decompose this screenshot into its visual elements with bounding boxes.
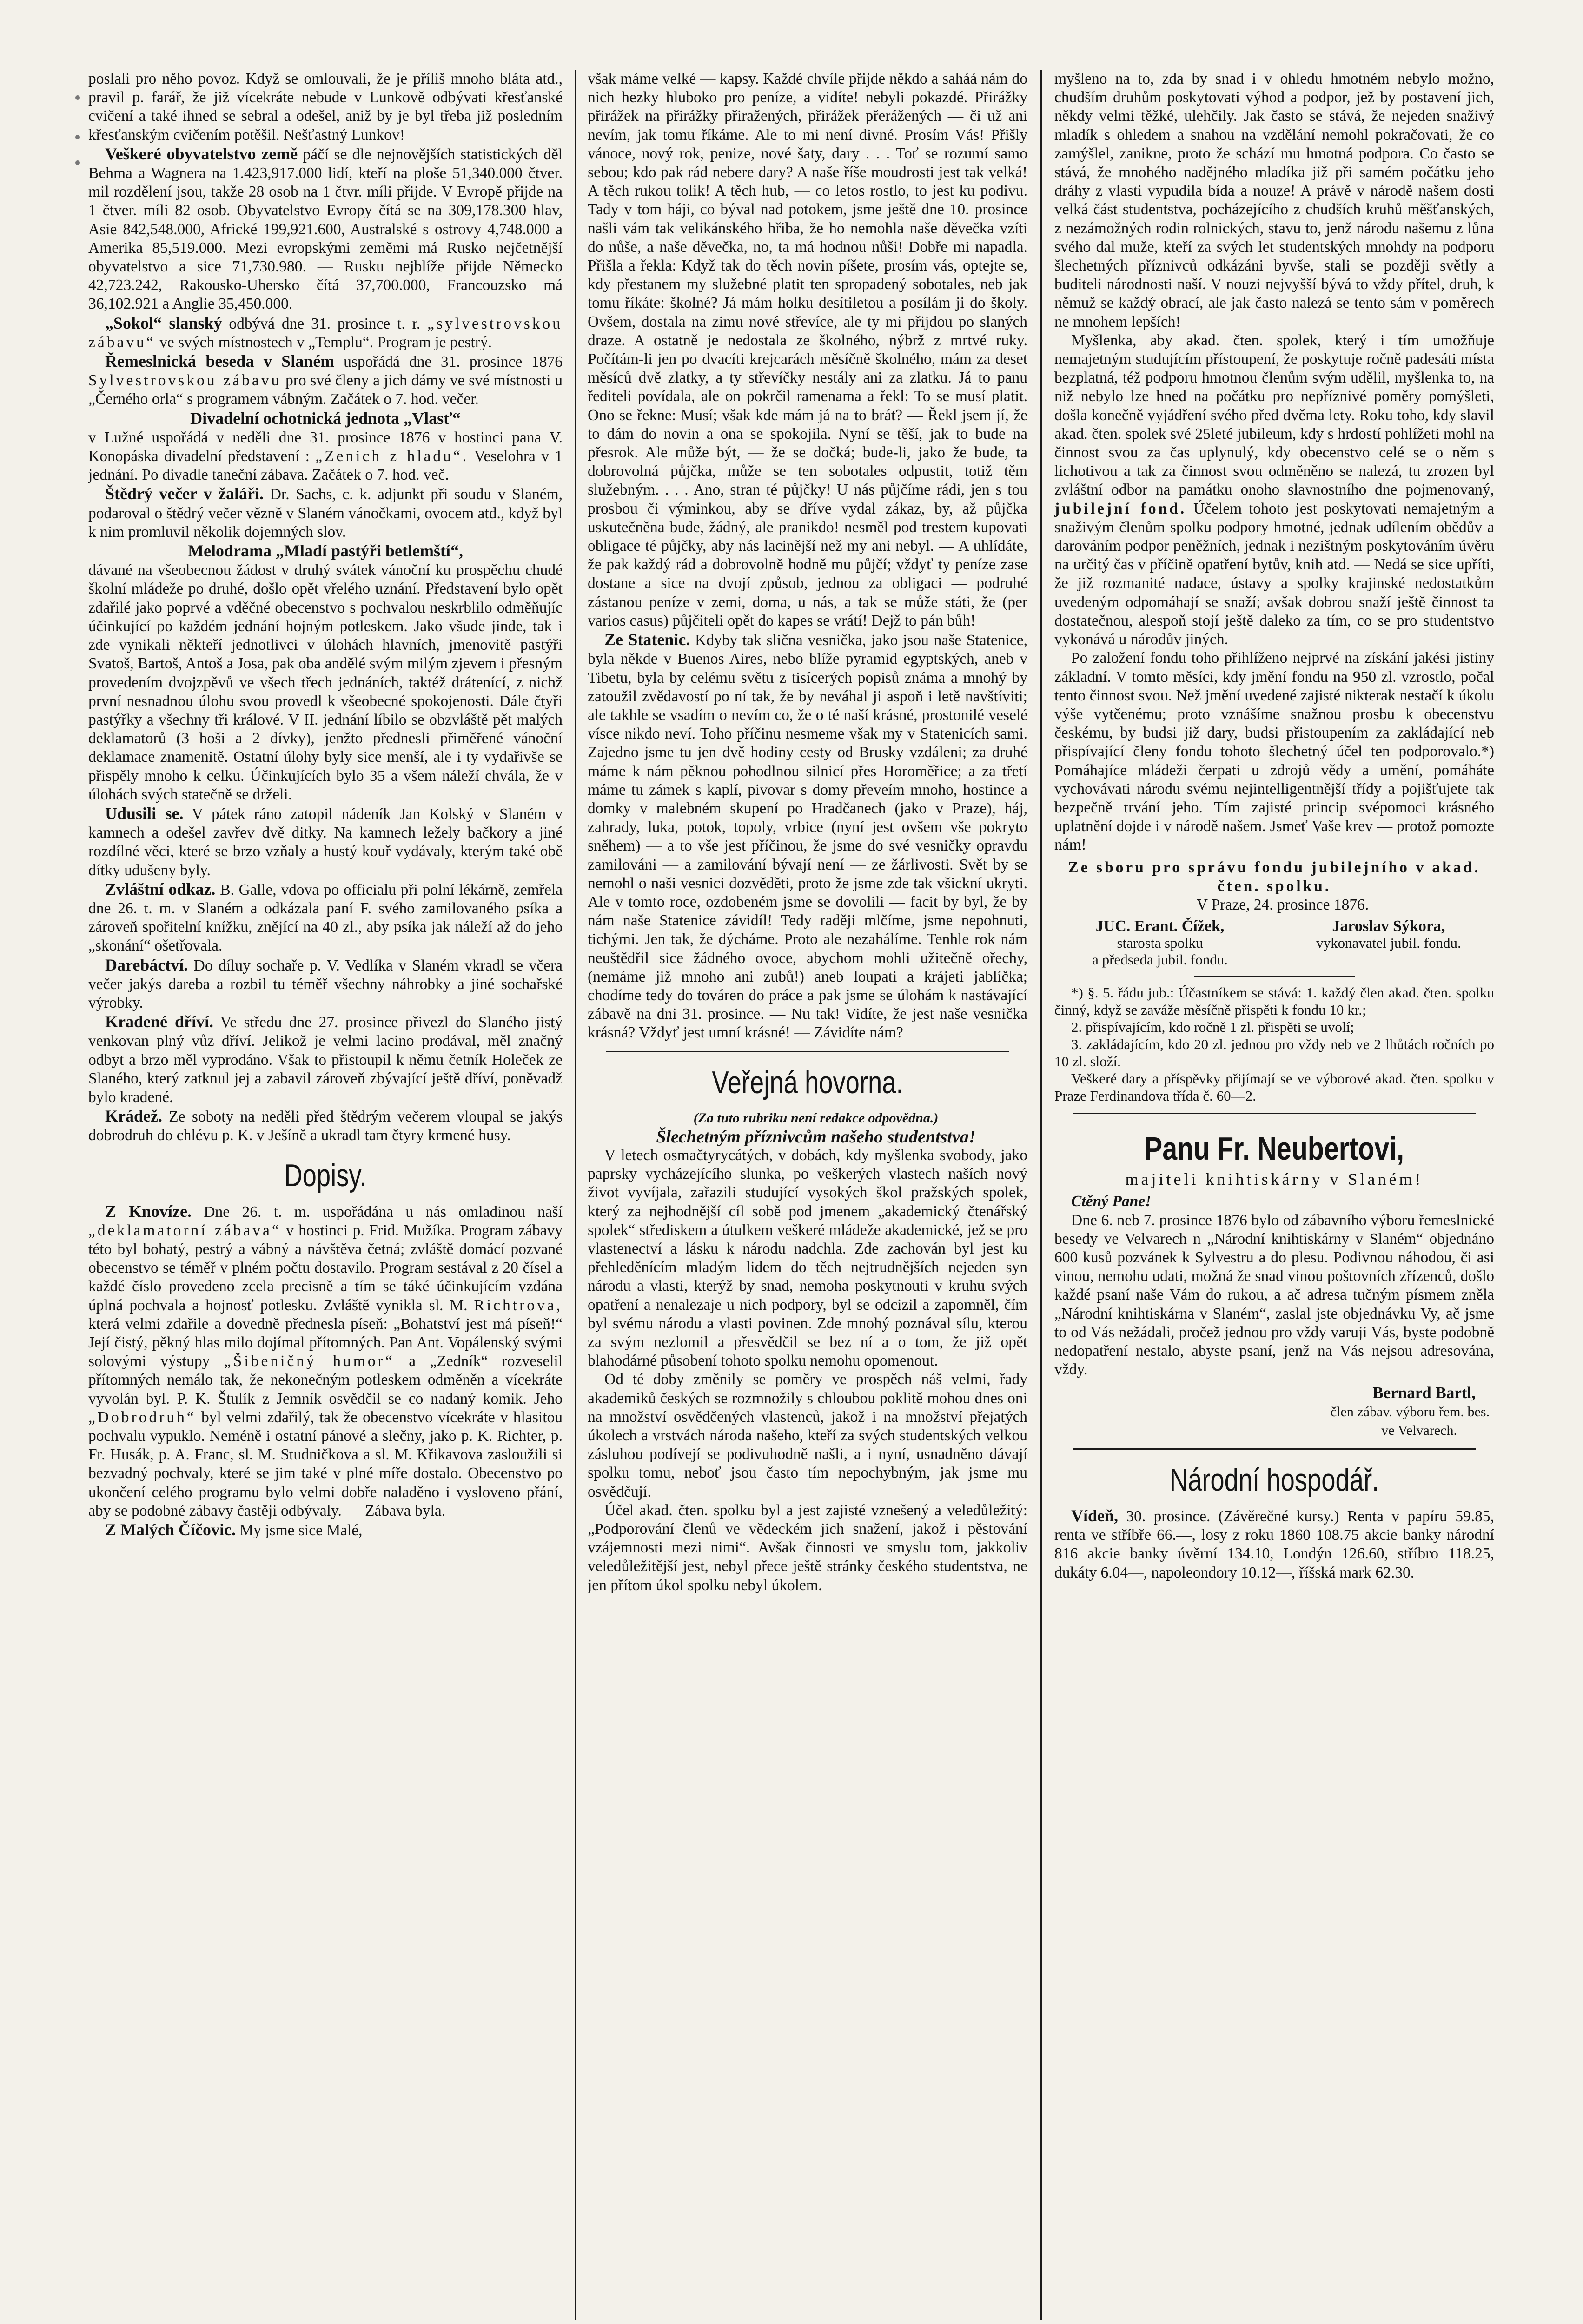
news-lead: Krádež. — [105, 1107, 162, 1126]
column-right — [1054, 70, 1494, 2320]
news-item: v Lužné uspořádá v neděli dne 31. prosince 1876 v hostinci pana V. Konopáska divadelní představení : „Zenich z hladu“. Veselohra v 1 jednání. Po divadle taneční zábava. Začátek o 7. hod. več. — [88, 429, 563, 484]
news-item: Veškeré obyvatelstvo země páčí se dle nejnovějších statistických děl Behma a Wagnera na 1.423,917.000 lidí, kteří na ploše 51,340.000 čtver. mil rozdělení jsou, takže 28 osob na 1 čtvr. míli přijde. V Evropě přijde na 1 čtver. míli 82 osob. Obyvatelstvo Evropy čítá se na 309,178.300 hlav, Asie 842,548.000, Africké 199,921.600, Australské s ostrovy 4,748.000 a Amerika 85,519.000. Mezi evropskými zeměmi má Rusko nejčetnější obyvatelstvo a sice 71,730.980. — Rusku nejblíže přijde Německo 42,723.242, Rakousko-Uhersko čítá 37,700.000, Francouzsko má 36,102.921 a Anglie 35,450.000. — [88, 144, 563, 313]
salutation: Ctěný Pane! — [1071, 1193, 1152, 1210]
news-item: Štědrý večer v žaláři. Dr. Sachs, c. k. adjunkt při soudu v Slaném, podaroval o štědrý večer vězně v Slaném vánočkami, ovocem atd., když byl k nim promluvil několik dojemných slov. — [88, 484, 563, 541]
signature-body: Ze sboru pro správu fondu jubilejního v akad. čten. spolku. — [1068, 858, 1481, 895]
article-text: V letech osmačtyrycátých, v dobách, kdy myšlenka svobody, jako paprsky vycházejícího slunka, po veškerých vlastech naších nový život vyvíjala, zařazili studující vysokých škol pražských spolek, který za nejhodnější cíl sobě pod jmenem „akademický čtenářský spolek“ střediskem a útulkem veškeré mládeže akademické, jež se pro vlastenectví a lásku k národu nadchla. Zde zachován byl jest ku přehleděnícím mladým lidem do těch nejtrudnějších nejeden syn národu a vlasti, kterýž by snad, nemoha poskytnouti v kruhu svých opatření a nenalezaje u nich podpory, byl se odcizil a zapomněl, čím byl svému národu a vlasti povinen. Zde mnohý poznával sílu, kterou za svým nezlomil a přesvědčil se bez ní a o tom, že již opět blahodárné působení tohoto spolku nemohu opomenout. — [588, 1146, 1027, 1370]
article-text: myšleno na to, zda by snad i v ohledu hmotném nebylo možno, chudším druhům poskytovati výhod a podpor, jež by postavení jich, někdy velmi těžké, ulehčily. Jak často se stává, že nejeden snaživý mladík s ohledem a snahou na vzdělání nemohl pokračovati, že co zamýšlel, zanikne, proto že schází mu hmotná podpora. Co často se stává, že mnohého nadějného mladíka již při samém počátku jeho dráhy z vlasti vypudila bída a nouze! A právě v národě našem dosti velká část studentstva, pocházejícího z chudších kruhů měšťanských, z nezámožných rodin rolnických, stavu to, jenž národu našemu z lůna svého dal muže, kteří za svých let studentských mnohdy na podporu šlechetných příznivců odkázáni byvše, stali se později světly a buditeli národnosti naší. V nouzi nejvyšší bývá to vždy přítel, druh, k němuž se každý obrací, ale jak často nalezá se tento sám v poměrech ne mnohem lepších! — [1054, 70, 1494, 330]
article-text: poslali pro něho povoz. Když se omlouvali, že je příliš mnoho bláta atd., pravil p. farář, že již vícekráte nebude v Lunkově odbývati křesťanské cvičení a také ihned se sebral a odešel, aniž by je byl třeba již posledním křesťanským cvičením potěšil. Nešťastný Lunkov! — [88, 70, 563, 144]
margin-mark — [75, 95, 80, 100]
article-text: Myšlenka, aby akad. čten. spolek, který i tím umožňuje nemajetným studujícím přístoupení, že poskytuje ročně padesáti místa bezplatná, též podporu hmotnou členům svým udělil, myšlenka to, na niž nebylo lze hned na počátku pro nepříznivé poměry pomýšleti, došla konečně vyjádření svého před dvěma lety. Roku toho, kdy slavil akad. čten. spolek své 25leté jubileum, kdy s hrdostí pohlížeti mohl na činnost svou za čas uplynulý, kdy obecenstvo celé se o něm s lichotivou a tak za činnost svou odměněno se nalezá, tu zrozen byl zvláštní odbor na památku onoho slavnostního dne pojmenovaný, jubilejní fond. Účelem tohoto jest poskytovati nemajetným a snaživým členům spolku podpory hmotné, jednak udílením obědův a darováním podpor peněžních, jednak i nezištným poskytováním úvěru na určitý čas v příčině opatření bytův, knih atd. — Nedá se sice upříti, že již rozmanité nadace, ústavy a spolky krajinské nedostatkům uvedeným odpomáhají se snaží; avšak dobrou snaží ještě činnost ta dostatečnou, alespoň stojí ještě daleko za tím, co se pro studentstvo vykonává u národův jiných. — [1054, 331, 1494, 648]
column-rule — [1040, 70, 1042, 2320]
column-middle — [588, 70, 1027, 2320]
news-lead: Z Knovíze. — [105, 1202, 192, 1221]
section-title-hospodar: Národní hospodář. — [1169, 1462, 1379, 1498]
section-divider — [1073, 1113, 1476, 1114]
letter-item: Ze Statenic. Kdyby tak slična vesnička, jako jsou naše Statenice, byla někde v Buenos Aires, nebo blíže pyramid egyptských, aneb v Tibetu, byla by celému světu z tisícerých popisů známa a mnohý by zatoužil zvědavostí po ní tak, že by neváhal ji aspoň i letě navštíviti; ale takhle se vsadím o nevím co, že o té naší krásné, prostonilé veselé vísce nikdo neví. Toho příčinu nesmeme však my v Statenicích sami. Zajedno jsme tu jen dvě hodiny cesty od Brusky vzdáleni; za druhé máme k nám pěknou pohodlnou silnicí přes Horoměřice; a za třetí máme tu zámek s kaplí, pivovar s domy převeím mnoho, hostince a domky v malebném skupení po Hradčanech (jako v Praze), háj, zahrady, luka, potok, topoly, vrbice (nyní jest ovšem vše pokryto sněhem) — a to vše jest příčinou, že jsme do své vesničky opravdu zamilováni — a zamilování bývají není — ze žárlivosti. Svět by se nemohl o naši vesnici dozvěděti, proto že jsme zde tak všickní ukryti. Ale v tomto roce, ozdobeném jsme se dovolili — facit by byl, že by nám naše Statenice závidíl! Tedy raději mlčíme, jsme nepohnuti, tichými. Jen tak, že dýcháme. Proto ale nezahálíme. Tenhle rok nám neuštědřil sice žádného ovoce, abychom mohli užitečně ořechy, (nemáme již mnoho ani zubů!) aneb loupati a krájeti jablíčka; chodíme tedy do továren do práce a pak jsme se úlohám k nastávající zábavě na dni 31. prosince. — Nu tak! Vidíte, že jest naše vesnička krásná? Vždyť jest umní krásné! — Závidíte nám? — [588, 630, 1027, 1042]
news-item: „Sokol“ slanský odbývá dne 31. prosince t. r. „sylvestrovskou zábavu“ ve svých místnostech v „Templu“. Program je pestrý. — [88, 313, 563, 351]
margin-mark — [75, 135, 80, 139]
signature-left: JUC. Erant. Čížek, starosta spolku a předseda jubil. fondu. — [1092, 918, 1228, 968]
open-letter-subtitle: majiteli knihtiskárny v Slaném! — [1125, 1170, 1424, 1189]
footnote: *) §. 5. řádu jub.: Účastníkem se stává: 1. každý člen akad. čten. spolku činný, když se zaváže měsíčně přispěti k fondu 10 kr.; — [1054, 984, 1494, 1018]
column-rule — [575, 70, 576, 2320]
news-lead: Veškeré obyvatelstvo země — [105, 144, 298, 163]
signature-right: Jaroslav Sýkora, vykonavatel jubil. fondu. — [1316, 918, 1461, 951]
section-title-hovorna: Veřejná hovorna. — [712, 1064, 903, 1100]
news-lead: Řemeslnická beseda v Slaném — [105, 352, 335, 371]
news-item: Zvláštní odkaz. B. Galle, vdova po officialu při polní lékárně, zemřela dne 26. t. m. v Slaném a odkázala paní F. svého zamilovaného psíka a zároveň spořitelní knížku, znějící na 40 zl., aby psíka jak náleží až do jeho „skonání“ ošetřovala. — [88, 879, 563, 955]
news-item: Kradené dříví. Ve středu dne 27. prosince přivezl do Slaného jistý venkovan plný vůz dříví. Jelikož je velmi lacino prodával, měl značný odbyt a brzo měl vyprodáno. Však to přistoupil k němu četník Holeček ze Slaného, který zatknul jej a zabavil zároveň zbývající ještě dříví, poněvadž bylo kradené. — [88, 1012, 563, 1106]
article-heading: Šlechetným příznivcům našeho studentstva! — [656, 1127, 976, 1147]
news-lead: Darebáctví. — [105, 955, 188, 974]
news-lead: „Sokol“ slanský — [105, 313, 222, 332]
section-divider — [1073, 1448, 1476, 1450]
news-lead: Zvláštní odkaz. — [105, 879, 216, 898]
news-heading: Divadelní ochotnická jednota „Vlasť“ — [190, 409, 461, 428]
margin-mark — [75, 160, 80, 165]
footnote: 2. přispívajícím, kdo ročně 1 zl. přispěti se uvolí; — [1071, 1019, 1354, 1036]
news-lead: Z Malých Číčovic. — [105, 1520, 236, 1539]
column-left — [88, 70, 563, 2320]
news-item: Krádež. Ze soboty na neděli před štědrým večerem vloupal se jakýs dobrodruh do chlévu p. K. v Ješíně a ukradl tam čtyry krmené husy. — [88, 1107, 563, 1144]
footnote-divider — [1194, 976, 1355, 977]
news-lead: Udusili se. — [105, 804, 184, 823]
article-text: Po založení fondu toho přihlíženo nejprvé na získání jakési jistiny základní. V tomto měsíci, kdy jmění fondu na 950 zl. vzrostlo, počal tento činnost svou. Než jmění uvedené zajisté nikterak nestačí k úkolu výše vytčenému; proto vznášíme snažnou prosbu k obecenstvu českému, by budsi již dary, budsi přistoupením za zakládající neb přispívající členy fondu tohoto šlechetný účel ten podporovalo.*) Pomáhajíce mládeži čerpati u zdrojů vědy a umění, pomáháte vychovávati národu svému nejintelligentnější třídy a pojišťujete tak bezpečně trvání jeho. Tím zajisté princip svépomoci krásného uplatnění dojde i v národě našem. Jsmeť Vaše krev — protož pomozte nám! — [1054, 649, 1494, 854]
news-item: dávané na všeobecnou žádost v druhý svátek vánoční ku prospěchu chudé školní mládeže po druhé, došlo opět vřelého uznání. Představení bylo opět zdařilé jako poprvé a vděčné obecenstvo s pochvalou neskrblilo odměňujíc účinkující po každém jednání hojným potleskem. Jako všude jinde, tak i zde vynikali někteří jednotlivci v úlohách hlavních, jmenovitě pastýři Svatoš, Bartoš, Antoš a Josa, pak oba andělé svým milým zjevem i přesným provedením dvojzpěvů ve všech třech jednáních, taktéž drátenící, z nichž první nesnadnou úlohu svou provedl k všeobecné spokojenosti. Dále čtyři pastýřky a všechny tři králové. V II. jednání líbilo se obzvláště pět malých deklamatorů (3 hoši a 2 dívky), jenžto přednesli přiměřené vánoční deklamace znamenitě. Ostatní úlohy byly sice menší, ale i ty vydařivše se přispěly mnoho k celku. Účinkujících bylo 35 a všem náleží chvála, že v úlohách svých statečně se drželi. — [88, 561, 563, 803]
signatures — [1054, 918, 1494, 968]
open-letter-title: Panu Fr. Neubertovi, — [1144, 1130, 1404, 1167]
section-divider — [606, 1051, 1009, 1052]
news-heading: Melodrama „Mladí pastýři betlemští“, — [188, 541, 463, 561]
article-text: Účel akad. čten. spolku byl a jest zajisté vznešený a veledůležitý: „Podporování členů ve vědeckém jich snažení, jakož i pěstování vzájemnosti mezi nimi“. Avšak činnosti ve smyslu tom, jakkoliv veledůležitější jest, nebyl přece ještě stránky českého studentstva, ne jen přítom úkol spolku nebyl úkolem. — [588, 1501, 1027, 1594]
footnote: 3. zakládajícím, kdo 20 zl. jednou pro vždy neb ve 2 lhůtách ročních po 10 zl. složí. — [1054, 1036, 1494, 1070]
news-item: Udusili se. V pátek ráno zatopil nádeník Jan Kolský v Slaném v kamnech a odešel zavřev dvě ditky. Na kamnech ležely bačkory a jiné rozdílné věci, které se brzo vzňaly a hustý kouř vydávaly, kterým také obě dítky udušeny byly. — [88, 804, 563, 879]
editorial-note: (Za tuto rubriku není redakce odpovědna.) — [693, 1110, 939, 1126]
footnote: Veškeré dary a příspěvky přijímají se ve výborové akad. čten. spolku v Praze Ferdinandova třída č. 60—2. — [1054, 1070, 1494, 1104]
news-lead: Ze Statenic. — [604, 630, 690, 649]
article-text: Od té doby změnily se poměry ve prospěch náš velmi, řady akademiků českých se rozmnožily s chloubou poklitě mohou dnes oni na množství osvědčených vlastenců, jakož i na množství přejatých úkolech a vrstvách národa našeho, kteří za svých studentských velkou zásluhou podívejí se podivuhodně našli, a i nyní, usnadněno dávají spolku tomu, neboť jsou často tím nepochybným, jak jsme mu osvědčují. — [588, 1371, 1027, 1500]
article-text: však máme velké — kapsy. Každé chvíle přijde někdo a saháá nám do nich hezky hluboko pro peníze, a vidíte! nebyli pokazdé. Přirážky přirážek na přirážky přiražených, přirážek přerážených — či už ani nevím, jak tomu říkáme. Ale to mi není divné. Prosím Vás! Přišly vánoce, nový rok, penize, nové šaty, dary . . . Toť se rozumí samo sebou; kdo pak rád nebere dary? A naše říše moudrosti jest tak velká! A těch rukou tolik! A těch hub, — co letos rostlo, to jest ku podivu. Tady v tom háji, co býval nad potokem, jsme ještě dne 10. prosince našli vám tak velikánského hřiba, že ho nemohla naše děvečka vzíti do nůše, a naše děvečka, no, ta má hodnou nůši! Dobře mi napadla. Přišla a řekla: Když tak do těch novin píšete, prosím vás, optejte se, kdy přestanem my služebné platit ten spropadený sobotales, neb jak tomu říkáte: školné? Já mám holku desítiletou a posílám ji do školy. Ovšem, dostala na zimu nové střevíce, ale ty mi přijdou po slaných draze. A ostatně je nedostala ze školného, nýbrž z mrtvé ruky. Počítám-li jen po dvacíti krejcarách měsíčně školného, mám za deset měsíců dvě zlatky, a ty střevíčky nestály ani za zlatku. Já to panu řediteli povídala, ale on pokrčil ramenama a řekl: To se musí platit. Ono se řekne: Musí; však kde mám já na to brát? — Řekl jsem jí, že to dám do novin a ona se spokojila. Nyní se těší, jak to bude na přesrok. Ale může být, — že se dočká; bude-li, jako že bude, ta dobrovolná půjčka, může se ten sobotales odpustit, totiž těm služebným. . . . Ano, stran té půjčky! U nás půjčíme rádi, jen s tou prosbou či výminkou, aby se dříve vydal zákaz, by, až půjčka uskutečněna bude, žádný, ale pranikdo! nesměl pod trestem kupovati obligace té půjčky, aby nás lacinější než my ani nebyl. — A uhlídáte, že pak každý rád a dobrovolně hodně mu půjčí; vždyť ty peníze zase dostane a sice na dvojí způsob, jednou za obligaci — podruhé zástanou peníze v zemi, doma, u nás, a tak se může státi, že (per varios casus) půjčiteli opět do kapes se vrátí! Dejž to pán bůh! — [588, 70, 1027, 629]
signature-bartl: Bernard Bartl, člen zábav. výboru řem. bes. ve Velvarech. — [1330, 1384, 1490, 1438]
market-report: Vídeň, 30. prosince. (Závěrečné kursy.) Renta v papíru 59.85, renta ve stříbře 66.—, losy z roku 1860 108.75 akcie banky národní 816 akcie banky úvěrní 134.10, Londýn 126.60, stříbro 118.25, dukáty 6.04—, napoleondory 10.12—, říšská mark 62.30. — [1054, 1506, 1494, 1581]
article-text: Dne 6. neb 7. prosince 1876 bylo od zábavního výboru řemeslnické besedy ve Velvarech n „Národní knihtiskárny v Slaném“ objednáno 600 kusů pozvánek k Sylvestru a do plesu. Podivnou náhodou, či asi vinou, nemohu udati, možná že snad vinou poštovních zřízenců, došlo každé psaní naše Vám do rukou, a ač adresa tučným písmem zněla „Národní knihtiskárna v Slaném“, zaslal jste objednávku Vy, ač jsme to od Vás nežádali, pročež jednou pro vždy varuji Vás, byste podobně nedopatření nestalo, abyste psaní, jenž na Vás nejsou adresována, vždy. — [1054, 1211, 1494, 1379]
section-title-dopisy: Dopisy. — [284, 1157, 367, 1193]
news-lead: Štědrý večer v žaláři. — [105, 484, 264, 503]
news-item: Řemeslnická beseda v Slaném uspořádá dne 31. prosince 1876 Sylvestrovskou zábavu pro své členy a jich dámy ve své místnosti u „Černého orla“ s programem vábným. Začátek o 7. hod. večer. — [88, 352, 563, 408]
dateline: V Praze, 24. prosince 1876. — [1196, 896, 1369, 913]
letter-item: Z Knovíze. Dne 26. t. m. uspořádána u nás omladinou naší „deklamatorní zábava“ v hostinci p. Frid. Mužíka. Program zábavy této byl bohatý, pestrý a vábný a návštěva četná; zvláště domácí pozvané obecenstvo se téměř v plném počtu dostavilo. Program sestával z 20 čísel a každé číslo provedeno zcela precisně a tím se táké účinkujícím vzdána úplná pochvala a hojnosť potlesku. Zvláště vynikla sl. M. Richtrova, která velmi zdařile a dovedně přednesla píseň: „Bohatství jest má píseň!“ Její čistý, pěkný hlas milo dojímal přítomných. Pan Ant. Vopálenský svými solovými výstupy „Šibeničný humor“ a „Zedník“ rozveselil přítomných nemálo tak, že nekonečným potleskem odměněn a vícekráte vyvolán byl. P. K. Štulík z Jemník osvědčil se co nadaný komik. Jeho „Dobrodruh“ byl velmi zdařilý, tak že obecenstvo vícekráte v hlasitou pochvalu vypuklo. Neméně i ostatní pánové a slečny, jako p. K. Richter, p. Fr. Husák, p. A. Franc, sl. M. Studničkova a sl. M. Křikavova zasloužili si bezvadný pochvaly, které se jim také v plné míře dostalo. Obecenstvo po ukončení celého programu bylo velmi dobře naladěno i vysloveno přání, aby se podobné zábavy častěji odbývaly. — Zábava byla. — [88, 1202, 563, 1519]
news-item: Darebáctví. Do díluy sochaře p. V. Vedlíka v Slaném vkradl se včera večer jakýs dareba a rozbil tu téměř všechny náhrobky a jiné sochařské výrobky. — [88, 955, 563, 1011]
letter-item: Z Malých Číčovic. My jsme sice Malé, — [105, 1520, 363, 1539]
news-lead: Kradené dříví. — [105, 1012, 213, 1031]
